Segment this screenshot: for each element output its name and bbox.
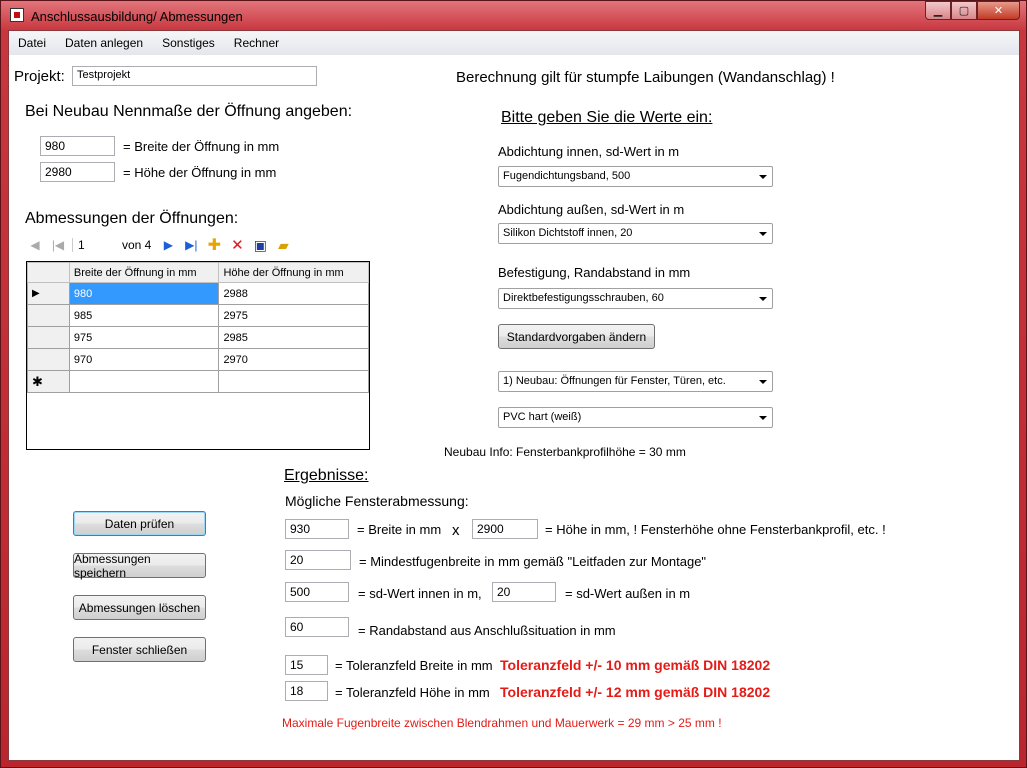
fenster-schliessen-button[interactable]: Fenster schließen <box>73 637 206 662</box>
befestigung-label: Befestigung, Randabstand in mm <box>498 265 691 280</box>
row-header-current[interactable]: ▶ <box>28 283 70 305</box>
fugenbreite-warnung: Maximale Fugenbreite zwischen Blendrahmen und Mauerwerk = 29 mm > 25 mm ! <box>282 716 722 730</box>
ergebnis-sd-innen-label: = sd-Wert innen in m, <box>358 586 482 601</box>
befestigung-select[interactable] <box>498 288 773 309</box>
column-header-breite[interactable]: Breite der Öffnung in mm <box>69 263 219 283</box>
abdichtung-innen-select[interactable] <box>498 166 773 187</box>
table-cell[interactable]: 2970 <box>219 349 369 371</box>
chevron-down-icon <box>759 416 767 420</box>
table-cell[interactable]: 2975 <box>219 305 369 327</box>
table-cell[interactable]: 970 <box>69 349 219 371</box>
toleranz-hoehe-hinweis: Toleranzfeld +/- 12 mm gemäß DIN 18202 <box>500 684 771 700</box>
abdichtung-innen-value: Fugendichtungsband, 500 <box>503 170 631 182</box>
eingabe-heading: Bitte geben Sie die Werte ein: <box>501 109 713 126</box>
daten-pruefen-button[interactable]: Daten prüfen <box>73 511 206 536</box>
add-new-icon[interactable]: ✚ <box>207 237 222 254</box>
window-title: Anschlussausbildung/ Abmessungen <box>31 9 243 24</box>
menu-daten-anlegen[interactable]: Daten anlegen <box>65 36 144 50</box>
projekt-input[interactable]: Testprojekt <box>72 66 317 86</box>
table-cell[interactable]: 975 <box>69 327 219 349</box>
minimize-button[interactable] <box>925 1 951 20</box>
table-cell[interactable]: 985 <box>69 305 219 327</box>
ergebnis-sd-aussen-field[interactable]: 20 <box>492 582 556 602</box>
table-row[interactable] <box>28 327 369 349</box>
neubau-hoehe-input[interactable]: 2980 <box>40 162 115 182</box>
ergebnis-hoehe-field[interactable]: 2900 <box>472 519 538 539</box>
close-icon: ✕ <box>993 5 1004 17</box>
window-controls <box>925 1 1020 20</box>
neubau-hoehe-label: = Höhe der Öffnung in mm <box>123 165 277 180</box>
open-folder-icon[interactable]: ▰ <box>277 236 289 253</box>
table-row[interactable] <box>28 305 369 327</box>
move-last-icon[interactable]: ▶| <box>185 238 198 252</box>
ergebnis-rand-label: = Randabstand aus Anschlußsituation in mm <box>358 623 616 638</box>
ergebnisse-heading: Ergebnisse: <box>284 467 369 484</box>
neubau-heading: Bei Neubau Nennmaße der Öffnung angeben: <box>25 103 353 120</box>
abmessungen-speichern-button[interactable]: Abmessungen speichern <box>73 553 206 578</box>
row-header[interactable] <box>28 327 70 349</box>
menu-datei[interactable]: Datei <box>18 36 47 50</box>
move-next-icon[interactable]: ▶ <box>163 238 173 252</box>
projekt-label: Projekt: <box>14 68 65 85</box>
standardvorgaben-button[interactable]: Standardvorgaben ändern <box>498 324 655 349</box>
save-icon[interactable]: ▣ <box>253 236 267 253</box>
toleranz-breite-field[interactable]: 15 <box>285 655 328 675</box>
abdichtung-innen-label: Abdichtung innen, sd-Wert in m <box>498 144 680 159</box>
nav-total: von 4 <box>122 238 152 252</box>
table-cell[interactable] <box>219 371 369 393</box>
chevron-down-icon <box>759 297 767 301</box>
column-header-hoehe[interactable]: Höhe der Öffnung in mm <box>219 263 369 283</box>
neubau-info: Neubau Info: Fensterbankprofilhöhe = 30 mm <box>444 445 686 459</box>
maximize-button[interactable] <box>951 1 977 20</box>
ergebnis-breite-label: = Breite in mm <box>357 522 442 537</box>
toleranz-hoehe-field[interactable]: 18 <box>285 681 328 701</box>
table-row[interactable] <box>28 283 369 305</box>
maximize-icon: ▢ <box>958 5 970 17</box>
ergebnis-fuge-field[interactable]: 20 <box>285 550 351 570</box>
delete-icon[interactable]: ✕ <box>231 237 244 254</box>
times-sign: x <box>452 522 460 539</box>
app-icon[interactable] <box>10 8 24 22</box>
ergebnis-hoehe-label: = Höhe in mm, ! Fensterhöhe ohne Fensterbankprofil, etc. ! <box>545 522 886 537</box>
ergebnis-breite-field[interactable]: 930 <box>285 519 349 539</box>
chevron-down-icon <box>759 232 767 236</box>
chevron-down-icon <box>759 380 767 384</box>
neubau-breite-input[interactable]: 980 <box>40 136 115 156</box>
toleranz-hoehe-label: = Toleranzfeld Höhe in mm <box>335 685 490 700</box>
binding-navigator <box>26 234 297 256</box>
table-row[interactable] <box>28 349 369 371</box>
berechnung-hinweis: Berechnung gilt für stumpfe Laibungen (Wandanschlag) ! <box>456 69 835 86</box>
move-previous-icon[interactable]: |◀ <box>51 238 65 252</box>
abdichtung-aussen-label: Abdichtung außen, sd-Wert in m <box>498 202 685 217</box>
openings-grid[interactable] <box>26 261 370 450</box>
toleranz-breite-label: = Toleranzfeld Breite in mm <box>335 658 493 673</box>
ergebnis-sd-aussen-label: = sd-Wert außen in m <box>565 586 691 601</box>
abdichtung-aussen-value: Silikon Dichtstoff innen, 20 <box>503 227 633 239</box>
menu-bar <box>9 31 1019 55</box>
abdichtung-aussen-select[interactable] <box>498 223 773 244</box>
close-button[interactable] <box>977 1 1020 20</box>
abmessungen-loeschen-button[interactable]: Abmessungen löschen <box>73 595 206 620</box>
client-area <box>8 30 1020 761</box>
openings-table <box>27 262 369 393</box>
table-cell[interactable]: 980 <box>69 283 219 305</box>
material-value: PVC hart (weiß) <box>503 411 582 423</box>
befestigung-value: Direktbefestigungsschrauben, 60 <box>503 292 664 304</box>
table-cell[interactable]: 2988 <box>219 283 369 305</box>
neubau-breite-label: = Breite der Öffnung in mm <box>123 139 280 154</box>
table-row-new[interactable] <box>28 371 369 393</box>
minimize-icon: ▁ <box>933 5 943 17</box>
ergebnis-fuge-label: = Mindestfugenbreite in mm gemäß "Leitfaden zur Montage" <box>359 554 707 569</box>
material-select[interactable] <box>498 407 773 428</box>
menu-rechner[interactable]: Rechner <box>233 36 280 50</box>
move-first-icon[interactable]: ◀ <box>30 238 40 252</box>
row-header[interactable] <box>28 349 70 371</box>
table-cell[interactable]: 2985 <box>219 327 369 349</box>
title-bar[interactable] <box>1 1 1026 30</box>
grid-corner <box>28 263 70 283</box>
new-row-icon[interactable]: ✱ <box>28 371 70 393</box>
openings-heading: Abmessungen der Öffnungen: <box>25 210 239 227</box>
ergebnis-rand-field[interactable]: 60 <box>285 617 349 637</box>
chevron-down-icon <box>759 175 767 179</box>
menu-sonstiges[interactable]: Sonstiges <box>162 36 215 50</box>
row-header[interactable] <box>28 305 70 327</box>
nav-position[interactable]: 1 <box>72 238 122 252</box>
toleranz-breite-hinweis: Toleranzfeld +/- 10 mm gemäß DIN 18202 <box>500 657 771 673</box>
einsatz-value: 1) Neubau: Öffnungen für Fenster, Türen, etc. <box>503 375 726 387</box>
einsatz-select[interactable] <box>498 371 773 392</box>
ergebnis-sd-innen-field[interactable]: 500 <box>285 582 349 602</box>
ergebnisse-subheading: Mögliche Fensterabmessung: <box>285 493 469 509</box>
table-cell[interactable] <box>69 371 219 393</box>
